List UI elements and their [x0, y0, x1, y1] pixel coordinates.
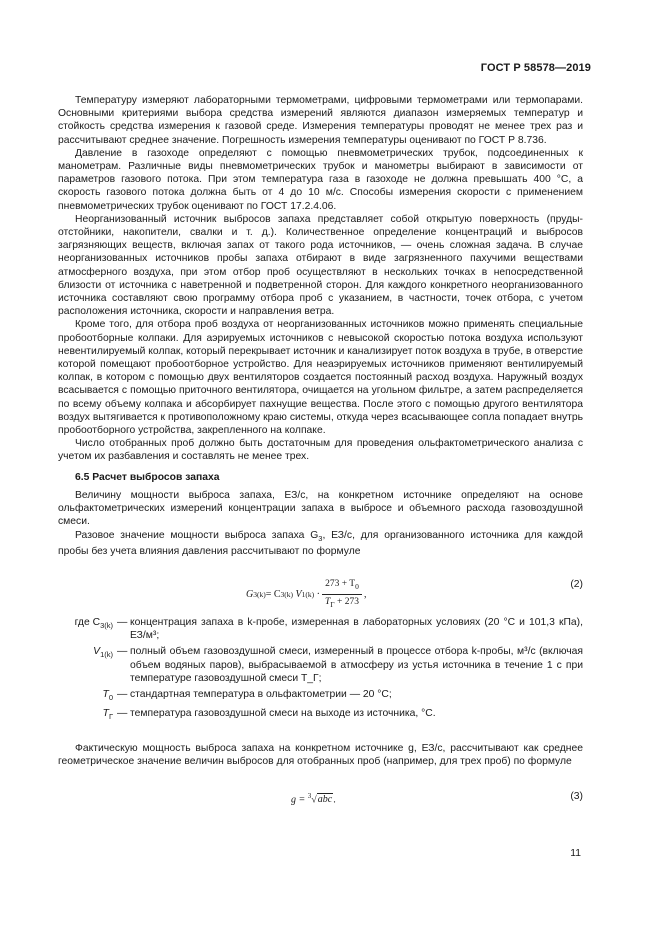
definition-item: где $C_{3(k)}$ — концентрация запаха в k-пробе, измеренная в лабораторных условиях (20 °С и 101,3 кПа), ЕЗ/м³;	[74, 616, 583, 642]
definition-item: $T_0$ — стандартная температура в ольфактометрии — 20 °С;	[102, 688, 392, 703]
formula-3-number: (3)	[570, 790, 583, 802]
formula-2-number: (2)	[570, 578, 583, 590]
paragraph-single-value: Разовое значение мощности выброса запаха $G_3$, ЕЗ/с, для организованного источника для каждой пробы без учета влияния давления рассчитывают по формуле	[58, 529, 583, 557]
definitions-list	[58, 616, 583, 724]
paragraph-emission-power: Величину мощности выброса запаха, ЕЗ/с, на конкретном источнике определяют на основе ольфактометрических измерений концентрации запаха в выбросе и объемного расхода газовоздушной смеси.	[58, 489, 583, 528]
formula-2	[58, 568, 583, 612]
paragraph-sampling-hoods: Кроме того, для отбора проб воздуха от неорганизованных источников можно применять специальные пробоотборные колпаки. Для аэрируемых источников с невысокой скоростью потока воздуха используют невентилируемый колпак, который перекрывает источник и канализирует поток воздуха в трубе, в отверстие которой помещают пробоотборное устройство. Для неаэрируемых источников применяют вентилируемый колпак, в котором с помощью двух вентиляторов создается постоянный расход воздуха. Наружный воздух всасывается с помощью приточного вентилятора, очищается на угольном фильтре, а затем распределяется по всему объему колпака и абсорбирует пахнущие вещества. После этого с помощью другого вентилятора воздух вытягивается к противоположному краю системы, откуда через всасывающее сопла попадает внутрь пробоотборного устройства, закрепленного на колпаке.	[58, 319, 583, 437]
formula-2-fraction: $\frac{273 + T_0}{T_Г + 273}$	[322, 578, 362, 611]
section-heading: 6.5 Расчет выбросов запаха	[75, 471, 220, 483]
paragraph-actual-power: Фактическую мощность выброса запаха на конкретном источнике g, ЕЗ/с, рассчитывают как среднее геометрическое значение величин выбросов для отобранных проб (например, для трех проб) по формуле	[58, 742, 583, 767]
definition-item: $V_{1(k)}$ — полный объем газовоздушной смеси, измеренный в процессе отбора k-пробы, м³/с (включая объем водяных паров), выбрасываемой в атмосферу из устья источника в течение 1 с при температуре газовоздушной смеси T_Г;	[93, 646, 583, 684]
paragraph-unorganized-source: Неорганизованный источник выбросов запаха представляет собой открытую поверхность (пруды-отстойники, накопители, свалки и т. д.). Количественное определение концентраций и выбросов загрязняющих веществ, включая запах от такого рода источников, — очень сложная задача. В случае неорганизованных источников пробы запаха отбирают в виде загрязненного пахучими веществами атмосферного воздуха, при этом отбор проб осуществляют в нескольких точках в непосредственной близости от источника с наветренной и подветренной сторон. Для каждого конкретного неорганизованного источника составляют свою программу отбора проб с указанием, в частности, точек отбора, с учетом расположения источника, скорости и направления ветра.	[58, 213, 583, 318]
definition-item: $T_Г$ — температура газовоздушной смеси на выходе из источника, °С.	[102, 708, 436, 722]
paragraph-temperature: Температуру измеряют лабораторными термометрами, цифровыми термометрами или термопарами. Основными критериями выбора средства измерений являются диапазон измеряемых температур и стойкость средства измерения к газовой среде. Измерения температуры проводят не менее трех раз и рассчитывают среднее значение. Погрешность измерения температуры оценивают по ГОСТ Р 8.736.	[58, 95, 583, 146]
paragraph-sample-count: Число отобранных проб должно быть достаточным для проведения ольфактометрического анализа с учетом их разбавления и составлять не менее трех.	[58, 438, 583, 463]
formula-2-expression: G 3(k) = C 3(k) V 1(k) · $\frac{273 + T_0}{T_Г + 273}$ ,	[246, 578, 367, 611]
document-header: ГОСТ Р 58578—2019	[480, 62, 591, 74]
page-number: 11	[570, 848, 581, 859]
formula-3-expression: g = $^3$√abc.	[291, 791, 336, 806]
formula-3	[58, 782, 583, 808]
paragraph-pressure: Давление в газоходе определяют с помощью пневмометрических трубок, подсоединенных к манометрам. Различные виды пневмометрических трубок и манометры выбирают в зависимости от параметров газового потока. При этом температура газа в газоходе не должна превышать 400 °С, а скорость газового потока должна быть от 4 до 10 м/с. Способы измерения скорости с применением пневмометрических трубок оценивают по ГОСТ 17.2.4.06.	[58, 147, 583, 212]
document-body	[58, 94, 583, 808]
